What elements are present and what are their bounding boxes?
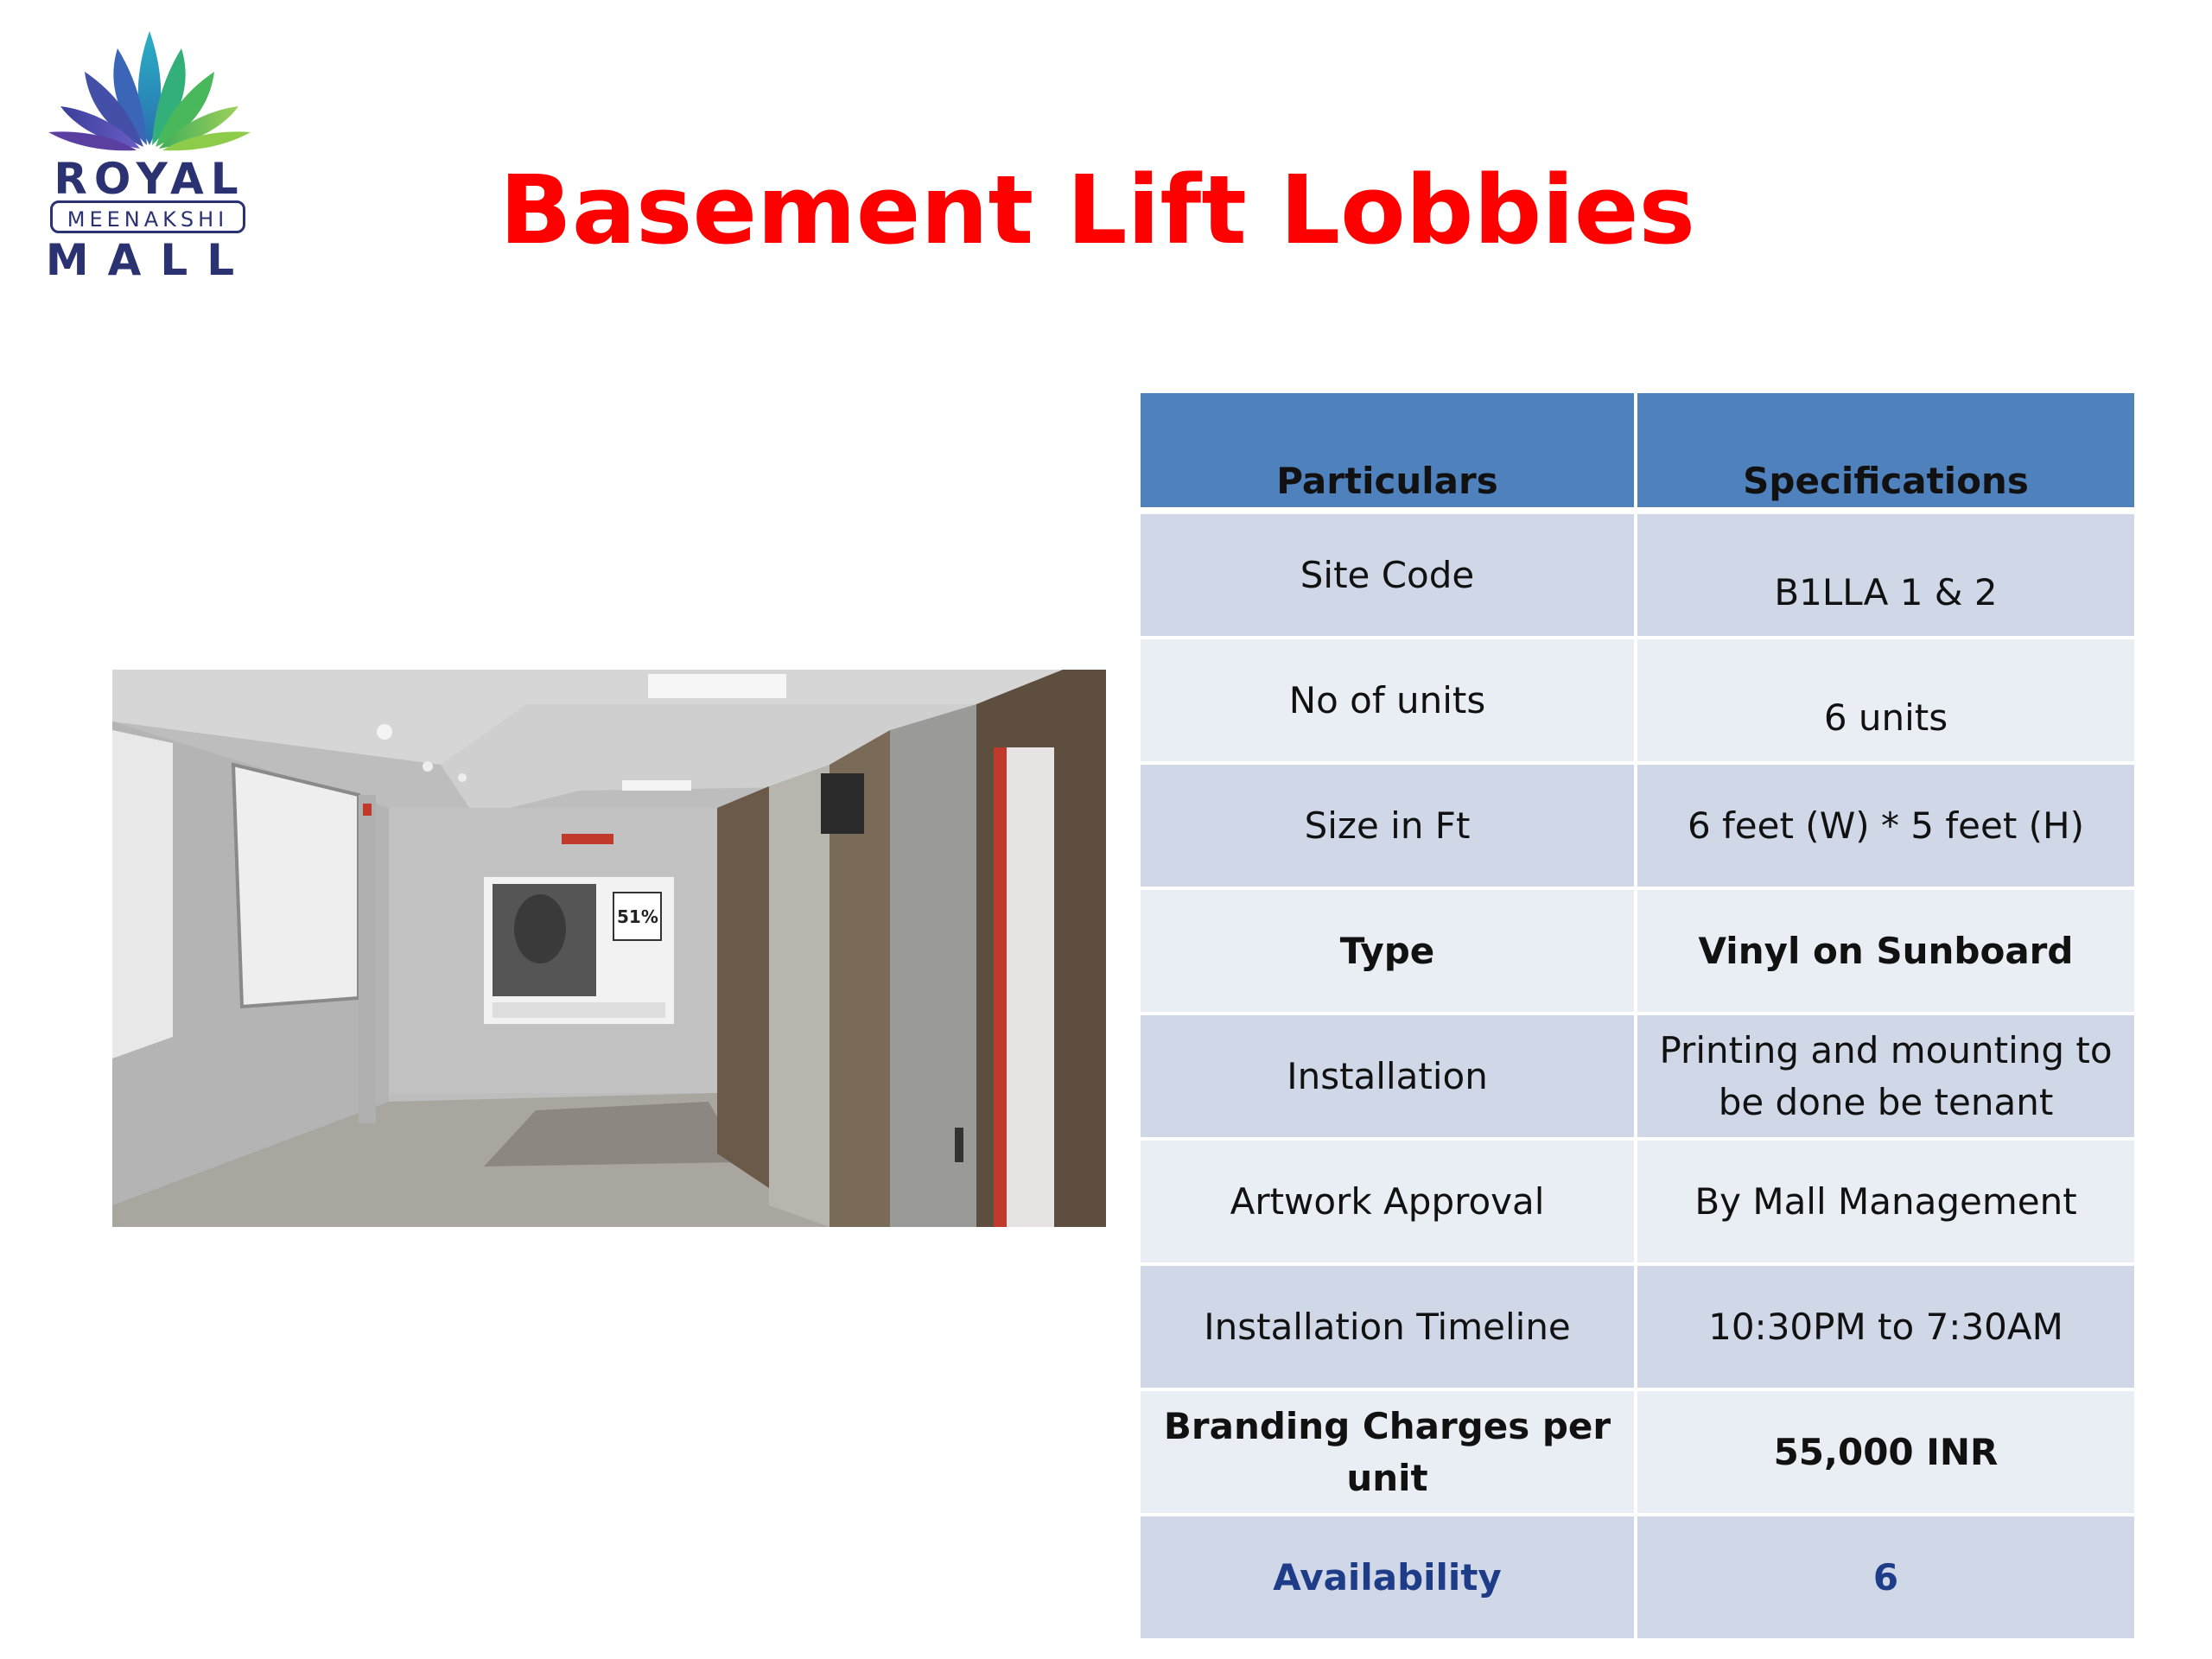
particular-cell: Site Code [1141, 514, 1637, 639]
logo-meenakshi-text: MEENAKSHI [50, 200, 245, 233]
table-row [1141, 1391, 2134, 1516]
specifications-table [1141, 393, 2134, 1642]
particular-cell: Availability [1141, 1516, 1637, 1642]
spec-cell: Printing and mounting to be done be tenant [1637, 1015, 2134, 1141]
header-particulars: Particulars [1141, 393, 1637, 514]
spec-cell: 10:30PM to 7:30AM [1637, 1266, 2134, 1391]
lift-lobby-photo [112, 670, 1106, 1227]
particular-cell: Installation [1141, 1015, 1637, 1141]
particular-cell: Size in Ft [1141, 765, 1637, 890]
particular-cell: No of units [1141, 639, 1637, 765]
particular-cell: Installation Timeline [1141, 1266, 1637, 1391]
spec-cell: By Mall Management [1637, 1141, 2134, 1266]
logo-mall-text: MALL [45, 235, 254, 285]
table-row [1141, 639, 2134, 765]
spec-cell: 6 feet (W) * 5 feet (H) [1637, 765, 2134, 890]
particular-cell: Type [1141, 890, 1637, 1015]
spec-cell: 6 [1637, 1516, 2134, 1642]
spec-cell: Vinyl on Sunboard [1637, 890, 2134, 1015]
spec-cell: 55,000 INR [1637, 1391, 2134, 1516]
particular-cell: Branding Charges per unit [1141, 1391, 1637, 1516]
table-row [1141, 890, 2134, 1015]
header-specifications: Specifications [1637, 393, 2134, 514]
spec-cell: 6 units [1637, 639, 2134, 765]
particular-cell: Artwork Approval [1141, 1141, 1637, 1266]
table-row [1141, 765, 2134, 890]
table-row [1141, 1516, 2134, 1642]
logo-royal-text: ROYAL [54, 154, 245, 204]
table-row [1141, 1266, 2134, 1391]
spec-cell: B1LLA 1 & 2 [1637, 514, 2134, 639]
table-row [1141, 1015, 2134, 1141]
poster-discount-text: 51% [617, 906, 658, 927]
lotus-logo-icon [41, 24, 257, 154]
table-header-row [1141, 393, 2134, 514]
page-title: Basement Lift Lobbies [499, 155, 1696, 265]
table-row [1141, 514, 2134, 639]
table-row [1141, 1141, 2134, 1266]
